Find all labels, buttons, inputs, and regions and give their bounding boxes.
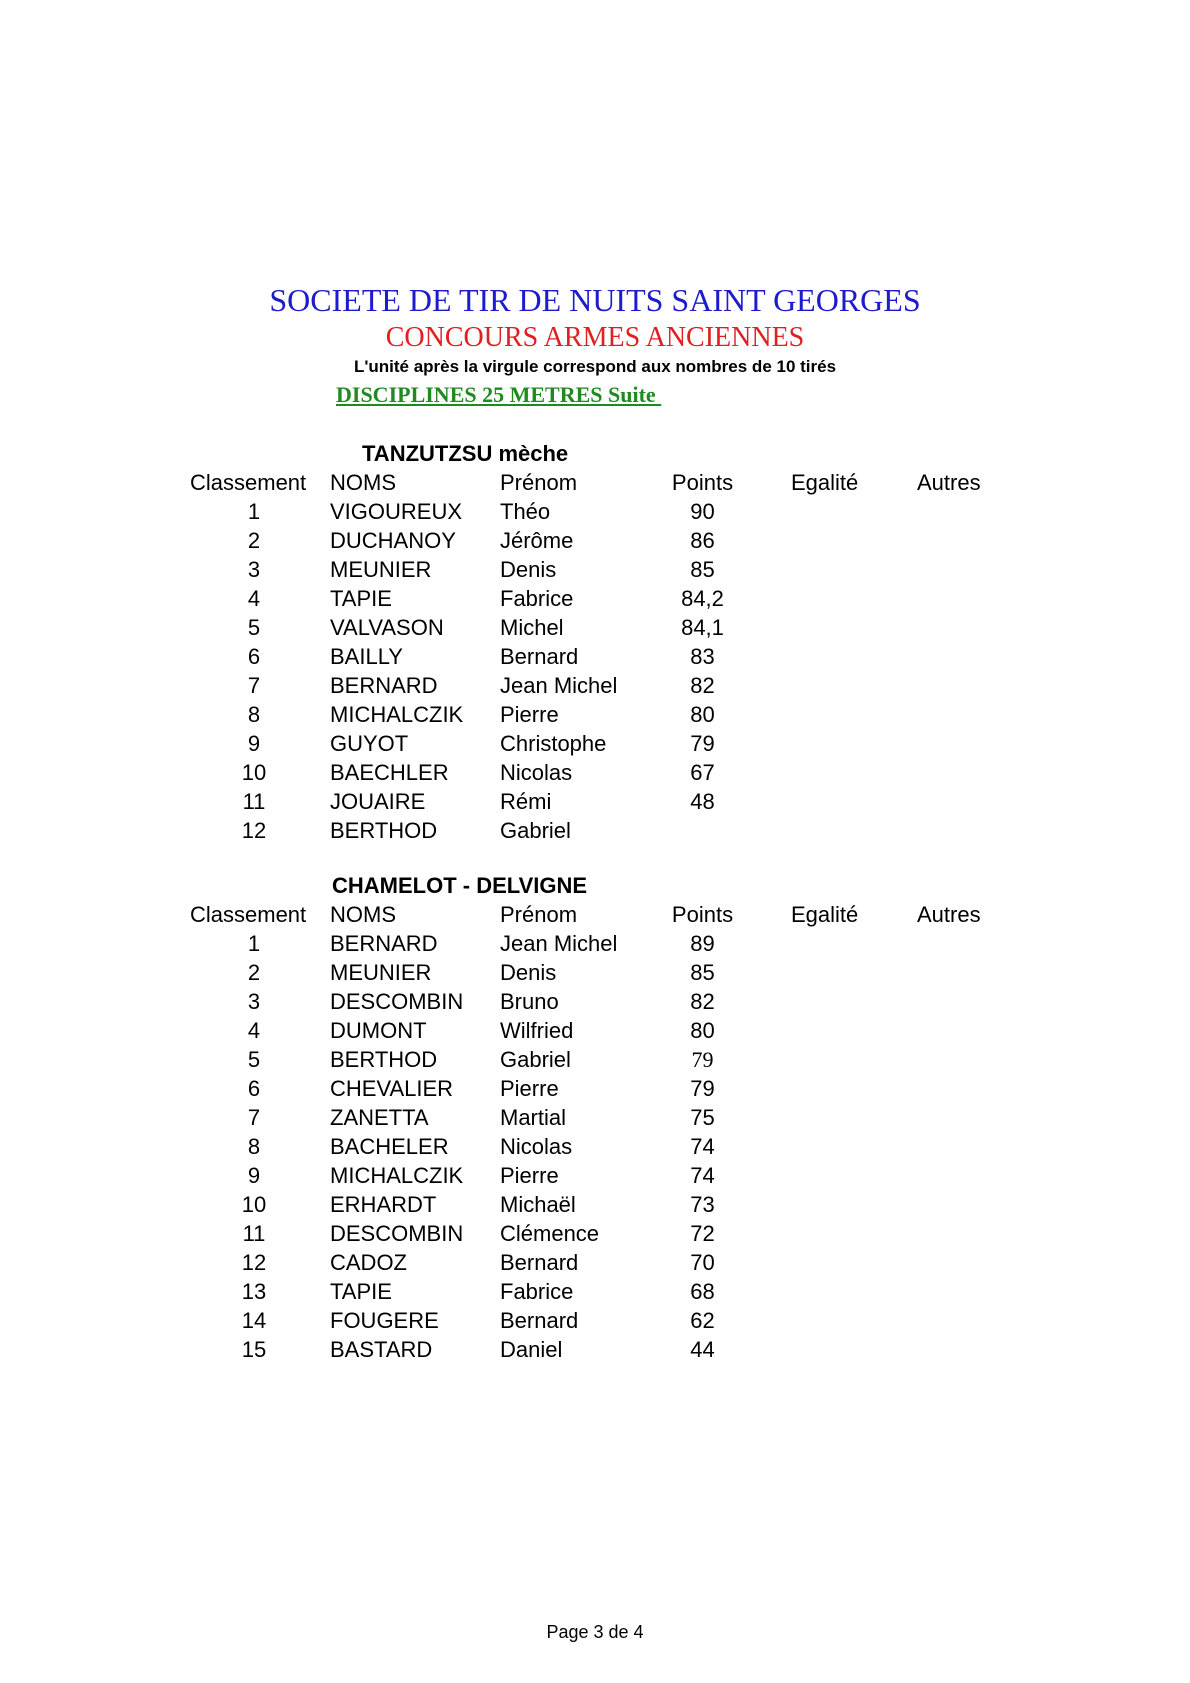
points-cell: 79 [690,1076,715,1101]
table-row [0,1219,1190,1248]
table-row [0,1016,1190,1045]
col-header-egalite: Egalité [791,470,859,495]
table-row [0,1248,1190,1277]
nom-cell: DESCOMBIN [330,989,464,1014]
col-header-autres: Autres [917,470,981,495]
prenom-cell: Gabriel [500,1047,571,1072]
rank-cell: 1 [247,931,261,956]
prenom-cell: Martial [500,1105,567,1130]
col-header-prenom: Prénom [500,470,578,495]
nom-cell: BAILLY [330,644,403,669]
section-title: CHAMELOT - DELVIGNE [332,873,588,898]
nom-cell: MEUNIER [330,557,432,582]
col-header-egalite: Egalité [791,902,859,927]
points-cell: 80 [690,1018,715,1043]
points-cell: 86 [690,528,715,553]
table-row [0,526,1190,555]
prenom-cell: Bernard [500,1308,579,1333]
prenom-cell: Pierre [500,1076,559,1101]
nom-cell: ERHARDT [330,1192,437,1217]
nom-cell: JOUAIRE [330,789,426,814]
concours-title: CONCOURS ARMES ANCIENNES [385,322,805,353]
points-cell: 80 [690,702,715,727]
nom-cell: BERNARD [330,673,438,698]
rank-cell: 7 [247,673,261,698]
prenom-cell: Christophe [500,731,607,756]
nom-cell: CHEVALIER [330,1076,454,1101]
prenom-cell: Nicolas [500,1134,573,1159]
table-row [0,929,1190,958]
rank-cell: 4 [247,586,261,611]
rank-cell: 6 [247,1076,261,1101]
table-row [0,1103,1190,1132]
rank-cell: 7 [247,1105,261,1130]
prenom-cell: Denis [500,557,557,582]
nom-cell: GUYOT [330,731,409,756]
col-header-points: Points [671,902,734,927]
table-row [0,1190,1190,1219]
rank-cell: 14 [241,1308,267,1333]
table-row [0,555,1190,584]
points-cell: 85 [690,960,715,985]
prenom-cell: Clémence [500,1221,600,1246]
points-cell: 73 [690,1192,715,1217]
rank-cell: 12 [241,818,267,843]
rank-cell: 9 [247,731,261,756]
prenom-cell: Théo [500,499,551,524]
table-row [0,987,1190,1016]
rank-cell: 11 [242,1221,266,1246]
table-header-row [0,468,1190,497]
prenom-cell: Michel [500,615,564,640]
col-header-classement: Classement [190,470,307,495]
table-row [0,497,1190,526]
prenom-cell: Bernard [500,644,579,669]
nom-cell: BAECHLER [330,760,449,785]
col-header-prenom: Prénom [500,902,578,927]
prenom-cell: Jean Michel [500,673,618,698]
nom-cell: CADOZ [330,1250,407,1275]
prenom-cell: Nicolas [500,760,573,785]
nom-cell: BERTHOD [330,1047,438,1072]
table-row [0,584,1190,613]
prenom-cell: Denis [500,960,557,985]
nom-cell: FOUGERE [330,1308,439,1333]
points-cell: 68 [690,1279,715,1304]
nom-cell: DUMONT [330,1018,427,1043]
col-header-noms: NOMS [330,470,396,495]
table-row [0,671,1190,700]
rank-cell: 10 [241,1192,267,1217]
rank-cell: 8 [247,702,261,727]
rank-cell: 12 [241,1250,267,1275]
points-cell: 75 [690,1105,715,1130]
points-cell: 84,2 [681,586,724,611]
nom-cell: DESCOMBIN [330,1221,464,1246]
points-cell: 44 [690,1337,715,1362]
discipline-title: DISCIPLINES 25 METRES Suite [336,382,662,407]
table-row [0,1335,1190,1364]
points-cell: 67 [690,760,715,785]
rank-cell: 10 [241,760,267,785]
rank-cell: 3 [247,557,261,582]
table-row [0,958,1190,987]
table-row [0,816,1190,845]
nom-cell: DUCHANOY [330,528,456,553]
col-header-points: Points [671,470,734,495]
club-title: SOCIETE DE TIR DE NUITS SAINT GEORGES [269,282,921,318]
prenom-cell: Bernard [500,1250,579,1275]
col-header-autres: Autres [917,902,981,927]
points-cell: 62 [690,1308,715,1333]
table-header-row [0,900,1190,929]
prenom-cell: Pierre [500,702,559,727]
table-row [0,1132,1190,1161]
section-title: TANZUTZSU mèche [362,441,569,466]
prenom-cell: Daniel [500,1337,563,1362]
table-row [0,1306,1190,1335]
points-cell: 89 [690,931,715,956]
table-row [0,1045,1190,1074]
nom-cell: TAPIE [330,586,392,611]
prenom-cell: Fabrice [500,586,574,611]
prenom-cell: Rémi [500,789,552,814]
rank-cell: 8 [247,1134,261,1159]
table-row [0,700,1190,729]
table-row [0,787,1190,816]
nom-cell: ZANETTA [330,1105,429,1130]
nom-cell: MICHALCZIK [330,1163,464,1188]
table-row [0,1161,1190,1190]
table-row [0,1074,1190,1103]
table-row [0,613,1190,642]
points-cell: 82 [690,989,715,1014]
rank-cell: 2 [247,528,261,553]
points-cell: 70 [690,1250,715,1275]
nom-cell: MEUNIER [330,960,432,985]
rank-cell: 4 [247,1018,261,1043]
nom-cell: BERNARD [330,931,438,956]
prenom-cell: Michaël [500,1192,576,1217]
prenom-cell: Pierre [500,1163,559,1188]
points-cell: 83 [690,644,715,669]
points-cell: 90 [690,499,715,524]
scoring-note: L'unité après la virgule correspond aux nombres de 10 tirés [353,357,837,376]
table-row [0,1277,1190,1306]
rank-cell: 15 [241,1337,267,1362]
nom-cell: VALVASON [330,615,444,640]
points-cell: 82 [690,673,715,698]
prenom-cell: Fabrice [500,1279,574,1304]
prenom-cell: Jean Michel [500,931,618,956]
points-cell: 84,1 [681,615,724,640]
nom-cell: MICHALCZIK [330,702,464,727]
prenom-cell: Bruno [500,989,559,1014]
prenom-cell: Jérôme [500,528,574,553]
nom-cell: BERTHOD [330,818,438,843]
col-header-classement: Classement [190,902,307,927]
rank-cell: 9 [247,1163,261,1188]
rank-cell: 3 [247,989,261,1014]
table-row [0,642,1190,671]
points-cell: 79 [691,1047,714,1072]
rank-cell: 5 [247,1047,261,1072]
prenom-cell: Gabriel [500,818,571,843]
points-cell: 48 [690,789,715,814]
points-cell: 74 [690,1163,715,1188]
nom-cell: VIGOUREUX [330,499,463,524]
rank-cell: 1 [247,499,261,524]
points-cell: 79 [690,731,715,756]
prenom-cell: Wilfried [500,1018,574,1043]
rank-cell: 13 [241,1279,267,1304]
rank-cell: 11 [242,789,266,814]
page-number: Page 3 de 4 [546,1622,644,1642]
nom-cell: BASTARD [330,1337,433,1362]
table-row [0,729,1190,758]
points-cell: 85 [690,557,715,582]
points-cell: 72 [690,1221,715,1246]
nom-cell: BACHELER [330,1134,449,1159]
rank-cell: 5 [247,615,261,640]
rank-cell: 2 [247,960,261,985]
col-header-noms: NOMS [330,902,396,927]
table-row [0,758,1190,787]
rank-cell: 6 [247,644,261,669]
nom-cell: TAPIE [330,1279,392,1304]
points-cell: 74 [690,1134,715,1159]
